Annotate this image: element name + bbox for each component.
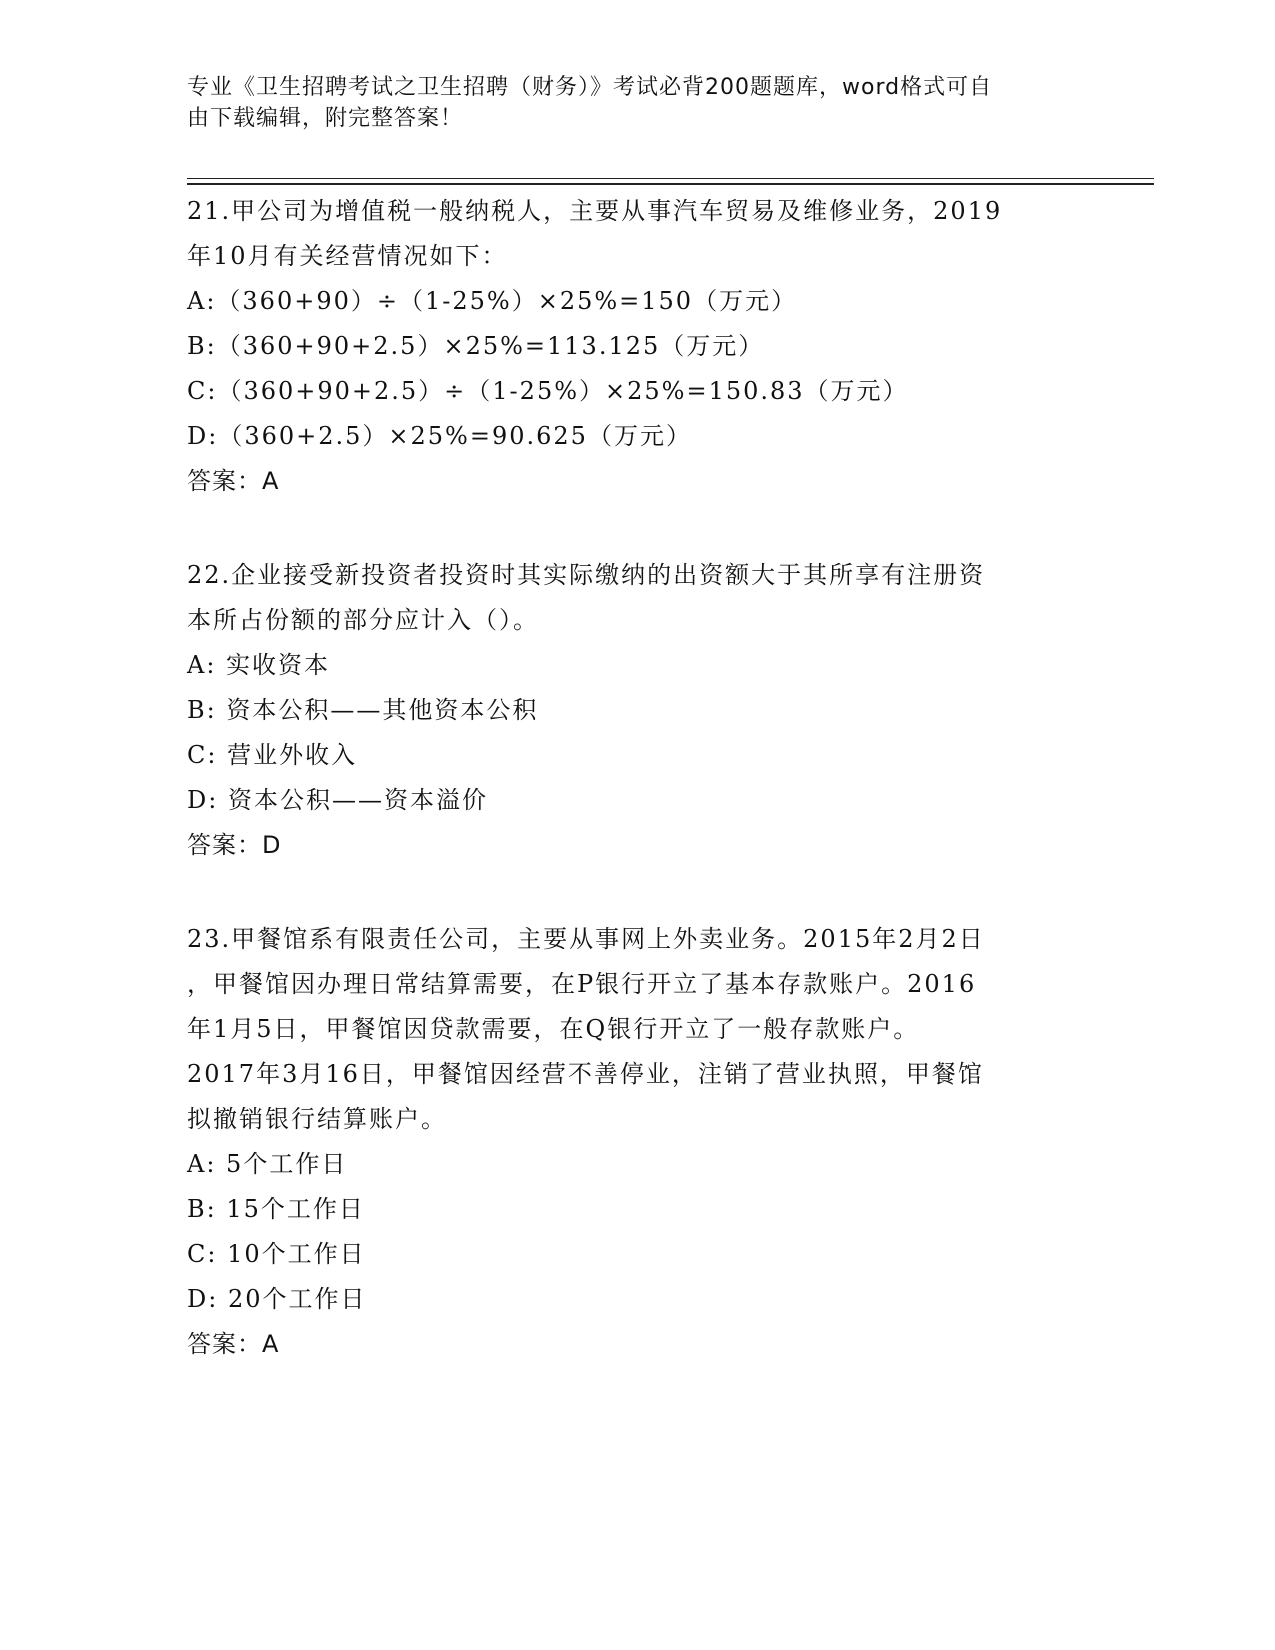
option-b: B: 资本公积——其他资本公积 (187, 696, 539, 724)
answer-label: 答案：D (187, 831, 282, 859)
question-stem-line: ，甲餐馆因办理日常结算需要，在P银行开立了基本存款账户。2016 (187, 970, 977, 998)
option-b: B: 15个工作日 (187, 1195, 365, 1223)
option-c: C: 营业外收入 (187, 741, 358, 769)
header-divider-thick (187, 183, 1154, 185)
header-divider-thin (187, 178, 1154, 179)
document-header (187, 72, 1087, 134)
question-stem-line: 拟撤销银行结算账户。 (187, 1105, 447, 1133)
question-23 (187, 917, 1087, 1367)
option-a: A: 5个工作日 (187, 1150, 348, 1178)
question-stem-line: 本所占份额的部分应计入（）。 (187, 606, 539, 634)
question-stem-line: 22.企业接受新投资者投资时其实际缴纳的出资额大于其所享有注册资 (187, 561, 986, 589)
answer-label: 答案：A (187, 1330, 280, 1358)
option-d: D: 20个工作日 (187, 1285, 367, 1313)
header-line-2: 由下载编辑，附完整答案！ (187, 106, 464, 131)
header-line-1: 专业《卫生招聘考试之卫生招聘（财务）》考试必背200题题库，word格式可自 (187, 75, 993, 100)
option-c: C:（360+90+2.5）÷（1-25%）×25%=150.83（万元） (187, 377, 909, 405)
option-a: A: 实收资本 (187, 651, 331, 679)
question-stem-line: 21.甲公司为增值税一般纳税人，主要从事汽车贸易及维修业务，2019 (187, 197, 1003, 225)
option-d: D:（360+2.5）×25%=90.625（万元） (187, 422, 692, 450)
option-d: D: 资本公积——资本溢价 (187, 786, 488, 814)
option-b: B:（360+90+2.5）×25%=113.125（万元） (187, 332, 765, 360)
answer-label: 答案：A (187, 467, 280, 495)
question-21 (187, 189, 1087, 504)
question-22 (187, 553, 1087, 868)
question-stem-line: 年1月5日，甲餐馆因贷款需要，在Q银行开立了一般存款账户。 (187, 1015, 920, 1043)
question-stem-line: 23.甲餐馆系有限责任公司，主要从事网上外卖业务。2015年2月2日 (187, 925, 985, 953)
option-c: C: 10个工作日 (187, 1240, 366, 1268)
question-stem-line: 2017年3月16日，甲餐馆因经营不善停业，注销了营业执照，甲餐馆 (187, 1060, 984, 1088)
question-stem-line: 年10月有关经营情况如下： (187, 242, 508, 270)
option-a: A:（360+90）÷（1-25%）×25%=150（万元） (187, 287, 798, 315)
